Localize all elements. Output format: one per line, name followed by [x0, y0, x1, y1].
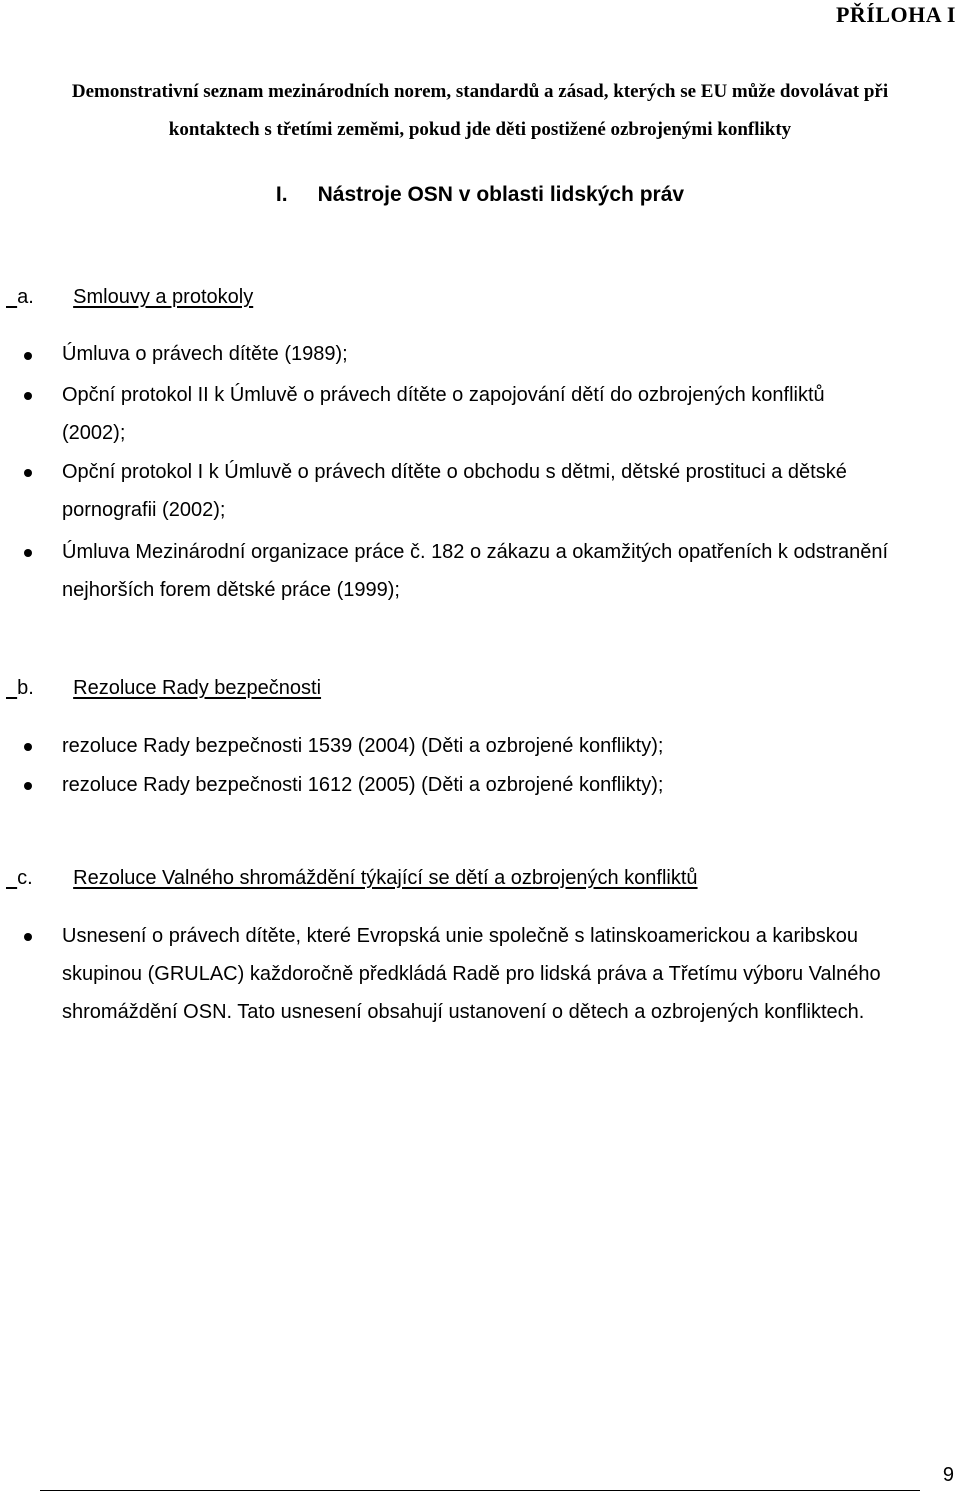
section-letter: b.: [17, 677, 34, 699]
list-item: [62, 727, 952, 765]
list-item-line: pornografii (2002);: [62, 499, 226, 521]
section-letter: a.: [17, 286, 34, 308]
list-item-line: (2002);: [62, 422, 126, 444]
section-heading-b: [6, 654, 321, 700]
bullet-icon: [24, 743, 32, 751]
section-letter: c.: [17, 867, 33, 889]
bullet-icon: [24, 352, 32, 360]
part-heading: [0, 183, 960, 207]
list-item-line: shromáždění OSN. Tato usnesení obsahují ustanovení o dětech a ozbrojených konfliktech.: [62, 1001, 865, 1023]
list-item-line: skupinou (GRULAC) každoročně předkládá Radě pro lidská práva a Třetímu výboru Valného: [62, 963, 881, 985]
document-title-line-1: Demonstrativní seznam mezinárodních norem, standardů a zásad, kterých se EU může dovolávat při: [71, 81, 889, 102]
list-item-line: Usnesení o právech dítěte, které Evropská unie společně s latinskoamerickou a karibskou: [62, 925, 858, 947]
part-number: I.: [275, 183, 288, 206]
list-item: [62, 917, 952, 1031]
list-item: [62, 766, 952, 804]
footer-rule: [40, 1490, 920, 1491]
list-item: [62, 453, 952, 529]
list-item: [62, 533, 952, 609]
part-label: Nástroje OSN v oblasti lidských práv: [317, 183, 685, 206]
list-item-line: rezoluce Rady bezpečnosti 1612 (2005) (Děti a ozbrojené konflikty);: [62, 774, 664, 796]
bullet-icon: [24, 469, 32, 477]
bullet-icon: [24, 933, 32, 941]
document-title-line-2: kontaktech s třetími zeměmi, pokud jde děti postižené ozbrojenými konflikty: [168, 119, 792, 140]
list-item-line: nejhorších forem dětské práce (1999);: [62, 579, 400, 601]
page-number: 9: [942, 1464, 954, 1486]
list-item-line: Úmluva Mezinárodní organizace práce č. 182 o zákazu a okamžitých opatřeních k odstranění: [62, 541, 888, 563]
section-heading-a: [6, 263, 253, 309]
list-item-line: Opční protokol II k Úmluvě o právech dítěte o zapojování dětí do ozbrojených konfliktů: [62, 384, 825, 406]
bullet-icon: [24, 392, 32, 400]
section-title: Rezoluce Valného shromáždění týkající se dětí a ozbrojených konfliktů: [73, 867, 698, 889]
section-heading-c: [6, 844, 698, 890]
document-title: [0, 73, 960, 149]
list-item-line: rezoluce Rady bezpečnosti 1539 (2004) (Děti a ozbrojené konflikty);: [62, 735, 664, 757]
bullet-icon: [24, 549, 32, 557]
list-item: [62, 376, 952, 452]
list-item-line: Opční protokol I k Úmluvě o právech dítěte o obchodu s dětmi, dětské prostituci a dětské: [62, 461, 847, 483]
list-item: [62, 335, 952, 373]
section-title: Rezoluce Rady bezpečnosti: [73, 677, 322, 699]
bullet-icon: [24, 782, 32, 790]
appendix-label: PŘÍLOHA I: [835, 2, 956, 27]
list-item-line: Úmluva o právech dítěte (1989);: [62, 343, 348, 365]
section-title: Smlouvy a protokoly: [73, 286, 254, 308]
